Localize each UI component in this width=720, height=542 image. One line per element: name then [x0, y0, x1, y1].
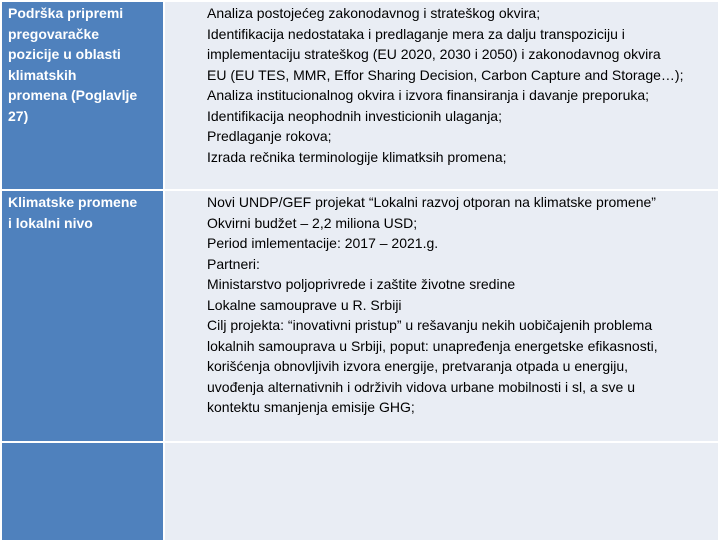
topic-line: i lokalni nivo	[8, 214, 93, 231]
detail-line: EU (EU TES, MMR, Effor Sharing Decision, Carbon Capture and Storage…);	[207, 66, 684, 83]
detail-cell	[164, 442, 719, 541]
detail-line: Okvirni budžet – 2,2 miliona USD;	[207, 214, 418, 231]
topic-cell	[1, 190, 164, 442]
detail-line: Identifikacija nedostataka i predlaganje mera za dalju transpoziciju i	[207, 25, 625, 42]
topic-cell	[1, 1, 164, 190]
topic-line: Klimatske promene	[8, 194, 138, 210]
detail-text	[165, 2, 718, 167]
detail-line: implementaciju strateškog (EU 2020, 2030 i 2050) i zakonodavnog okvira	[207, 46, 661, 62]
detail-line: Predlaganje rokova;	[207, 128, 332, 144]
detail-cell	[164, 1, 719, 190]
detail-line: korišćenja obnovljivih izvora energije, pretvaranja otpada u energiju,	[207, 358, 629, 374]
table-row	[1, 1, 719, 190]
topic-line: klimatskih	[8, 66, 77, 83]
detail-line: Ministarstvo poljoprivrede i zaštite životne sredine	[207, 276, 516, 292]
topic-cell	[1, 442, 164, 541]
detail-line: uvođenja alternativnih i održivih vidova urbane mobilnosti i sl, a sve u	[207, 378, 636, 395]
table-row	[1, 442, 719, 541]
detail-line: Lokalne samouprave u R. Srbiji	[207, 296, 402, 313]
detail-line: Analiza postojećeg zakonodavnog i strateškog okvira;	[207, 5, 541, 21]
detail-text	[165, 191, 718, 418]
topic-text	[2, 191, 163, 233]
detail-line: Cilj projekta: “inovativni pristup” u rešavanju nekih uobičajenih problema	[207, 317, 653, 333]
topic-line: pozicije u oblasti	[8, 46, 121, 62]
topic-line: 27)	[8, 107, 29, 124]
detail-line: Period imlementacije: 2017 – 2021.g.	[207, 235, 439, 251]
topic-text	[2, 2, 163, 126]
detail-line: kontektu smanjenja emisije GHG;	[207, 399, 415, 415]
detail-line: Izrada rečnika terminologije klimatksih promena;	[207, 148, 507, 165]
detail-line: Analiza institucionalnog okvira i izvora finansiranja i davanje preporuka;	[207, 87, 650, 103]
detail-line: lokalnih samouprava u Srbiji, poput: unapređenja energetske efikasnosti,	[207, 337, 658, 354]
topic-line: Podrška pripremi	[8, 5, 124, 21]
table-row	[1, 190, 719, 442]
detail-line: Partneri:	[207, 255, 260, 272]
detail-line: Identifikacija neophodnih investicionih ulaganja;	[207, 107, 502, 124]
detail-cell	[164, 190, 719, 442]
topic-line: promena (Poglavlje	[8, 87, 138, 103]
detail-line: Novi UNDP/GEF projekat “Lokalni razvoj otporan na klimatske promene”	[207, 194, 656, 210]
topic-line: pregovaračke	[8, 25, 100, 42]
